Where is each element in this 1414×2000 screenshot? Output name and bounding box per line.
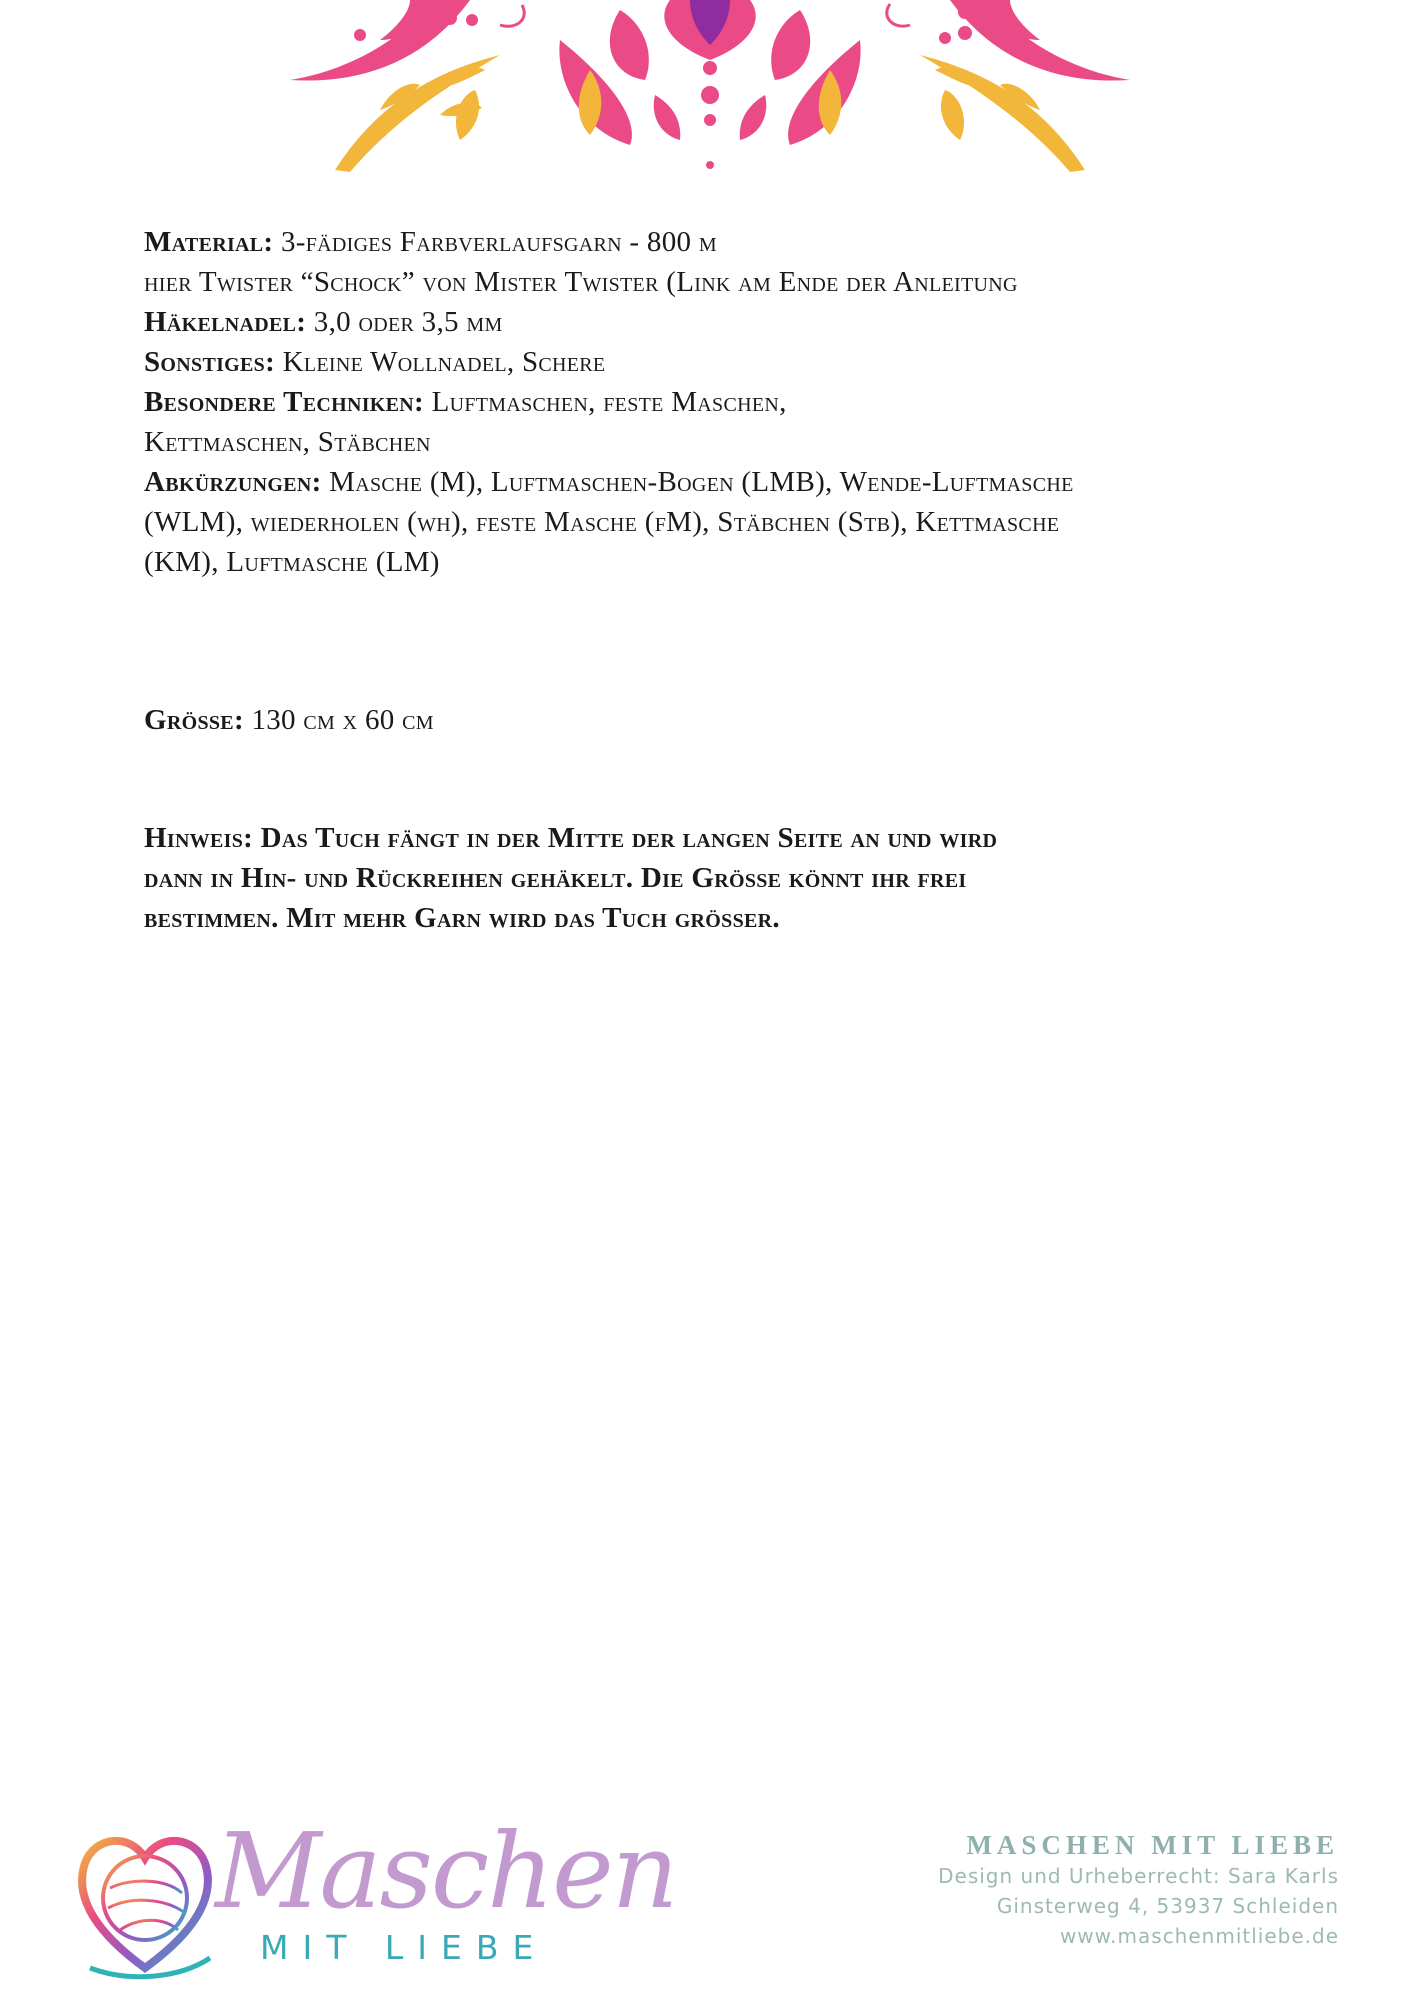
techniques-line-2 [144,422,1294,462]
brand-logo [70,1810,677,1990]
floral-ornament [260,0,1160,180]
abbreviations-line [144,462,1294,502]
pink-dot [706,161,714,169]
materials-section [144,222,1294,582]
pink-dot [958,26,972,40]
pink-dot [443,11,457,25]
pink-dot [703,61,717,75]
pink-dot [958,5,972,19]
pink-leaf-left [290,0,470,81]
note-line: bestimmen. Mit mehr Garn wird das Tuch grösser. [144,902,780,934]
pink-drop [740,95,767,140]
footer-info [938,1830,1339,1951]
pink-swirl [500,5,524,26]
pink-petal [610,10,649,80]
pink-dot [701,86,719,104]
logo-script-text: Maschen [215,1810,677,1932]
material-detail: hier Twister “Schock” von Mister Twister (Link am Ende der Anleitung [144,266,1018,298]
size-label: Grösse: [144,704,244,736]
techniques-value: Luftmaschen, feste Maschen, [424,386,787,418]
pink-swirl [887,4,910,26]
abbreviations-line-3 [144,542,1294,582]
material-value: 3-fädiges Farbverlaufsgarn - 800 m [273,226,717,258]
other-label: Sonstiges: [144,346,276,378]
yellow-petal [456,90,479,140]
note-line: Hinweis: Das Tuch fängt in der Mitte der langen Seite an und wird [144,822,998,854]
material-label: Material: [144,226,274,258]
abbreviations-line-2 [144,502,1294,542]
abbreviations-label: Abkürzungen: [144,466,322,498]
abbreviations-value-3: (KM), Luftmasche (LM) [144,546,440,578]
pink-leaf-right [950,0,1130,81]
techniques-line [144,382,1294,422]
pink-dot [466,14,478,26]
footer-brand: MASCHEN MIT LIEBE [966,1830,1339,1860]
yellow-petal [941,90,964,140]
note-section [144,818,1274,938]
hook-line [144,302,1294,342]
material-line [144,222,1294,262]
material-detail-line [144,262,1294,302]
other-line [144,342,1294,382]
pink-dot [939,32,951,44]
size-section [144,700,434,740]
abbreviations-value: Masche (M), Luftmaschen-Bogen (LMB), Wende-Luftmasche [321,466,1074,498]
size-line [144,700,434,740]
yarn-heart-icon [70,1818,220,1988]
pink-petal [771,10,810,80]
footer-website[interactable]: www.maschenmitliebe.de [1059,1924,1339,1948]
other-value: Kleine Wollnadel, Schere [275,346,606,378]
hook-value: 3,0 oder 3,5 mm [306,306,503,338]
footer-address: Ginsterweg 4, 53937 Schleiden [996,1894,1339,1918]
techniques-label: Besondere Techniken: [144,386,425,418]
size-value: 130 cm x 60 cm [243,704,434,736]
techniques-value-2: Kettmaschen, Stäbchen [144,426,431,458]
pink-dot [354,29,366,41]
hook-label: Häkelnadel: [144,306,307,338]
pink-drop [654,95,681,140]
abbreviations-value-2: (WLM), wiederholen (wh), feste Masche (fM), Stäbchen (Stb), Kettmasche [144,506,1060,538]
note-line: dann in Hin- und Rückreihen gehäkelt. Die Grösse könnt ihr frei [144,862,967,894]
logo-subtitle: MIT LIEBE [260,1928,548,1967]
footer-design: Design und Urheberrecht: Sara Karls [938,1864,1339,1888]
pink-dot [704,114,716,126]
